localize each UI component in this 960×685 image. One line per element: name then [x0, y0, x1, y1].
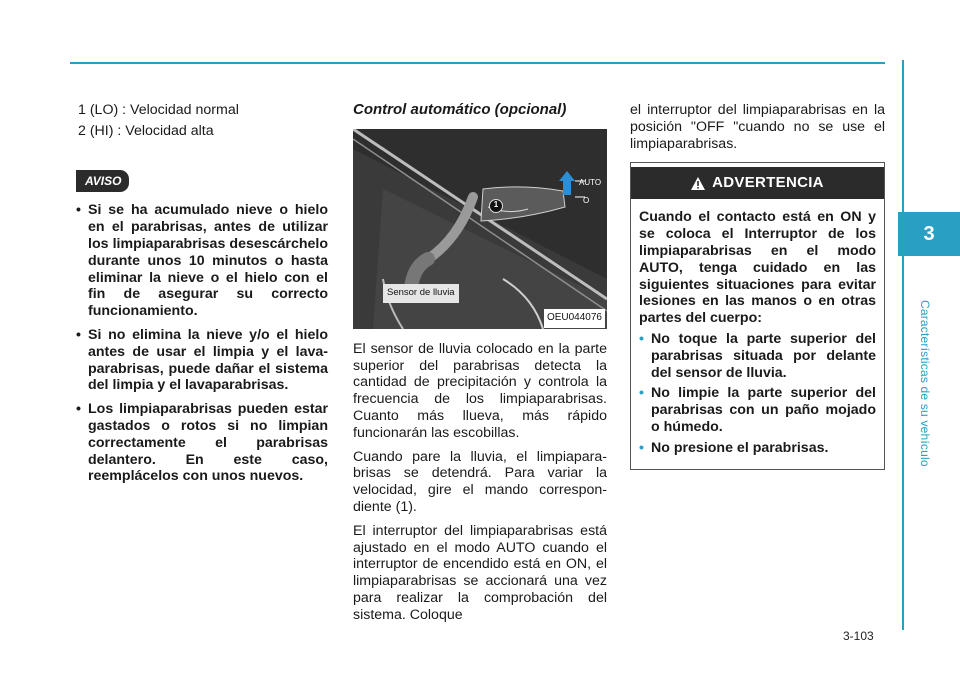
warning-title: ADVERTENCIA	[712, 173, 824, 191]
auto-position-label: AUTO	[579, 177, 602, 187]
paragraph: Cuando pare la lluvia, el limpiaparabrisas se detendrá. Para variar la velocidad, gire el mando correspondiente (1).	[353, 448, 607, 515]
section-title: Control automático (opcional)	[353, 101, 567, 118]
notice-label: AVISO	[76, 170, 129, 193]
chapter-title: Características de su vehículo	[918, 300, 932, 467]
notice-item: • Si no elimina la nieve y/o el hielo antes de usar el limpia y el lavaparabrisas, puede dañar el sistema del limpia y el lavaparabrisas.	[76, 327, 328, 394]
warning-item: • No limpie la parte superior del parabrisas con un paño mojado o húmedo.	[639, 385, 876, 435]
paragraph: El interruptor del limpiaparabrisas está ajustado en el modo AUTO cuando el interruptor de encendido está en ON, el limpiaparabrisas se accionará una vez para realizar la comprobación del sistema. Coloque	[353, 522, 607, 623]
warning-triangle-icon	[691, 177, 705, 190]
warning-list	[639, 331, 876, 457]
wiper-switch-figure	[353, 129, 607, 329]
header-rule	[70, 62, 885, 64]
warning-item: • No presione el parabrisas.	[639, 440, 876, 457]
chapter-number-tab[interactable]: 3	[898, 212, 960, 256]
notice-list	[76, 202, 328, 485]
warning-body	[631, 199, 884, 468]
warning-box	[630, 162, 885, 469]
column-2	[353, 102, 607, 624]
notice-item: • Los limpiaparabrisas pueden estar gastados o rotos si no limpian correctamente el parabrisas delantero. En este caso, reemplácelos con unos nuevos.	[76, 401, 328, 485]
column-3	[630, 102, 885, 470]
column-1	[76, 102, 328, 492]
figure-code: OEU044076	[544, 309, 605, 328]
rain-sensor-label: Sensor de lluvia	[383, 284, 459, 303]
warning-intro: Cuando el contacto está en ON y se coloca el Interruptor de los limpiaparabrisas en el modo AUTO, tenga cuidado en las siguientes situaciones para evitar lesiones en las manos o en otras partes del cuerpo:	[639, 209, 876, 327]
continuation-paragraph: el interruptor del limpiaparabrisas en la posición "OFF "cuando no se use el limpiaparabrisas.	[630, 102, 885, 152]
warning-header	[631, 167, 884, 199]
speed-high: 2 (HI) : Velocidad alta	[78, 122, 214, 139]
notice-item: • Si se ha acumulado nieve o hielo en el parabrisas, antes de utilizar los limpiaparabrisas desescárchelo durante unos 10 minutos o hasta eliminar la nieve o el hielo con el fin de asegurar su correcto funcionamiento.	[76, 202, 328, 320]
control-number-badge: 1	[489, 199, 503, 213]
speed-low: 1 (LO) : Velocidad normal	[78, 102, 239, 118]
chapter-side-rule	[902, 60, 904, 630]
paragraph: El sensor de lluvia colocado en la parte superior del parabrisas detecta la cantidad de precipitación y controla la frecuencia de los limpiaparabrisas. Cuanto más llueva, más rápido funcionarán las escobillas.	[353, 340, 607, 441]
page-number: 3-103	[843, 629, 874, 643]
warning-item: • No toque la parte superior del parabrisas situada por delante del sensor de lluvia.	[639, 331, 876, 381]
off-position-label: O	[583, 195, 590, 205]
